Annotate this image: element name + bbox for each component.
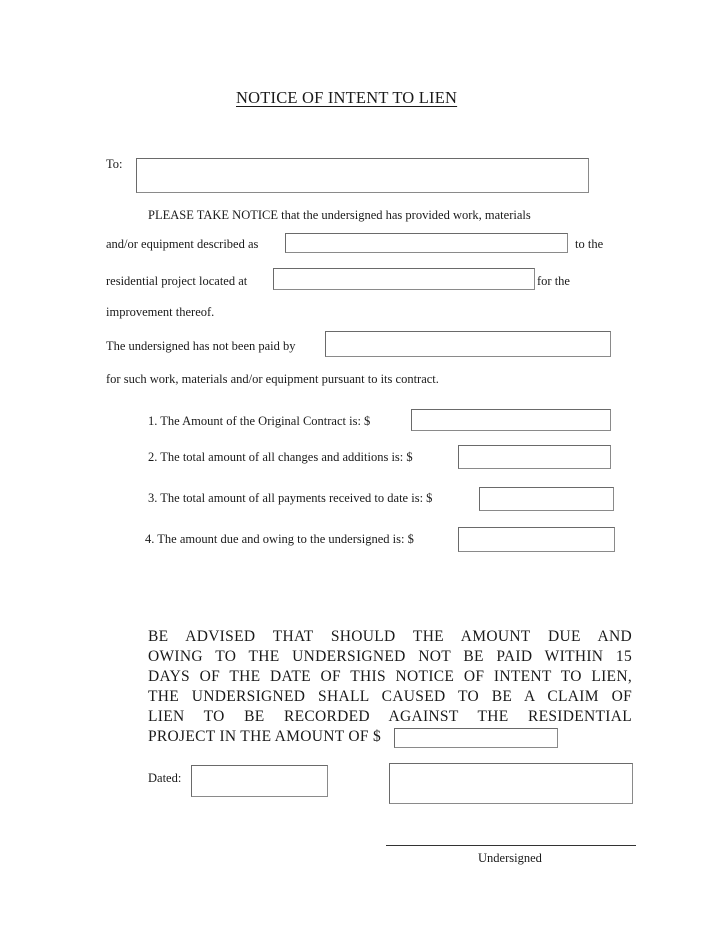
signature-field[interactable] (389, 763, 633, 804)
improvement-text: improvement thereof. (106, 305, 215, 319)
signature-line (386, 845, 636, 846)
item-2-label: 2. The total amount of all changes and additions is: $ (148, 450, 413, 464)
changes-additions-field[interactable] (458, 445, 611, 469)
undersigned-label: Undersigned (478, 851, 542, 865)
warning-line-3: DAYS OF THE DATE OF THIS NOTICE OF INTENT TO LIEN, (148, 668, 632, 685)
notice-line-1: PLEASE TAKE NOTICE that the undersigned has provided work, materials (148, 208, 531, 222)
described-as-field[interactable] (285, 233, 568, 253)
not-paid-by-field[interactable] (325, 331, 611, 357)
item-1-label: 1. The Amount of the Original Contract is: $ (148, 414, 371, 428)
document-title: NOTICE OF INTENT TO LIEN (236, 88, 458, 107)
warning-line-2: OWING TO THE UNDERSIGNED NOT BE PAID WITHIN 15 (148, 648, 632, 665)
warning-line-6: PROJECT IN THE AMOUNT OF $ (148, 728, 382, 745)
not-paid-by-label: The undersigned has not been paid by (106, 339, 296, 353)
item-4-label: 4. The amount due and owing to the undersigned is: $ (145, 532, 414, 546)
located-at-label: residential project located at (106, 274, 248, 288)
dated-label: Dated: (148, 771, 182, 785)
warning-line-1: BE ADVISED THAT SHOULD THE AMOUNT DUE AND (148, 628, 632, 645)
warning-line-5: LIEN TO BE RECORDED AGAINST THE RESIDENTIAL (148, 708, 632, 725)
original-contract-field[interactable] (411, 409, 611, 431)
for-the-text: for the (537, 274, 570, 288)
lien-warning (148, 627, 632, 727)
described-as-label: and/or equipment described as (106, 237, 259, 251)
lien-amount-field[interactable] (394, 728, 558, 748)
amount-due-field[interactable] (458, 527, 615, 552)
located-at-field[interactable] (273, 268, 535, 290)
payments-received-field[interactable] (479, 487, 614, 511)
dated-field[interactable] (191, 765, 328, 797)
to-field[interactable] (136, 158, 589, 193)
pursuant-text: for such work, materials and/or equipment pursuant to its contract. (106, 372, 439, 386)
to-label: To: (106, 157, 123, 171)
warning-line-4: THE UNDERSIGNED SHALL CAUSED TO BE A CLAIM OF (148, 688, 632, 705)
to-the-text: to the (575, 237, 604, 251)
item-3-label: 3. The total amount of all payments received to date is: $ (148, 491, 433, 505)
